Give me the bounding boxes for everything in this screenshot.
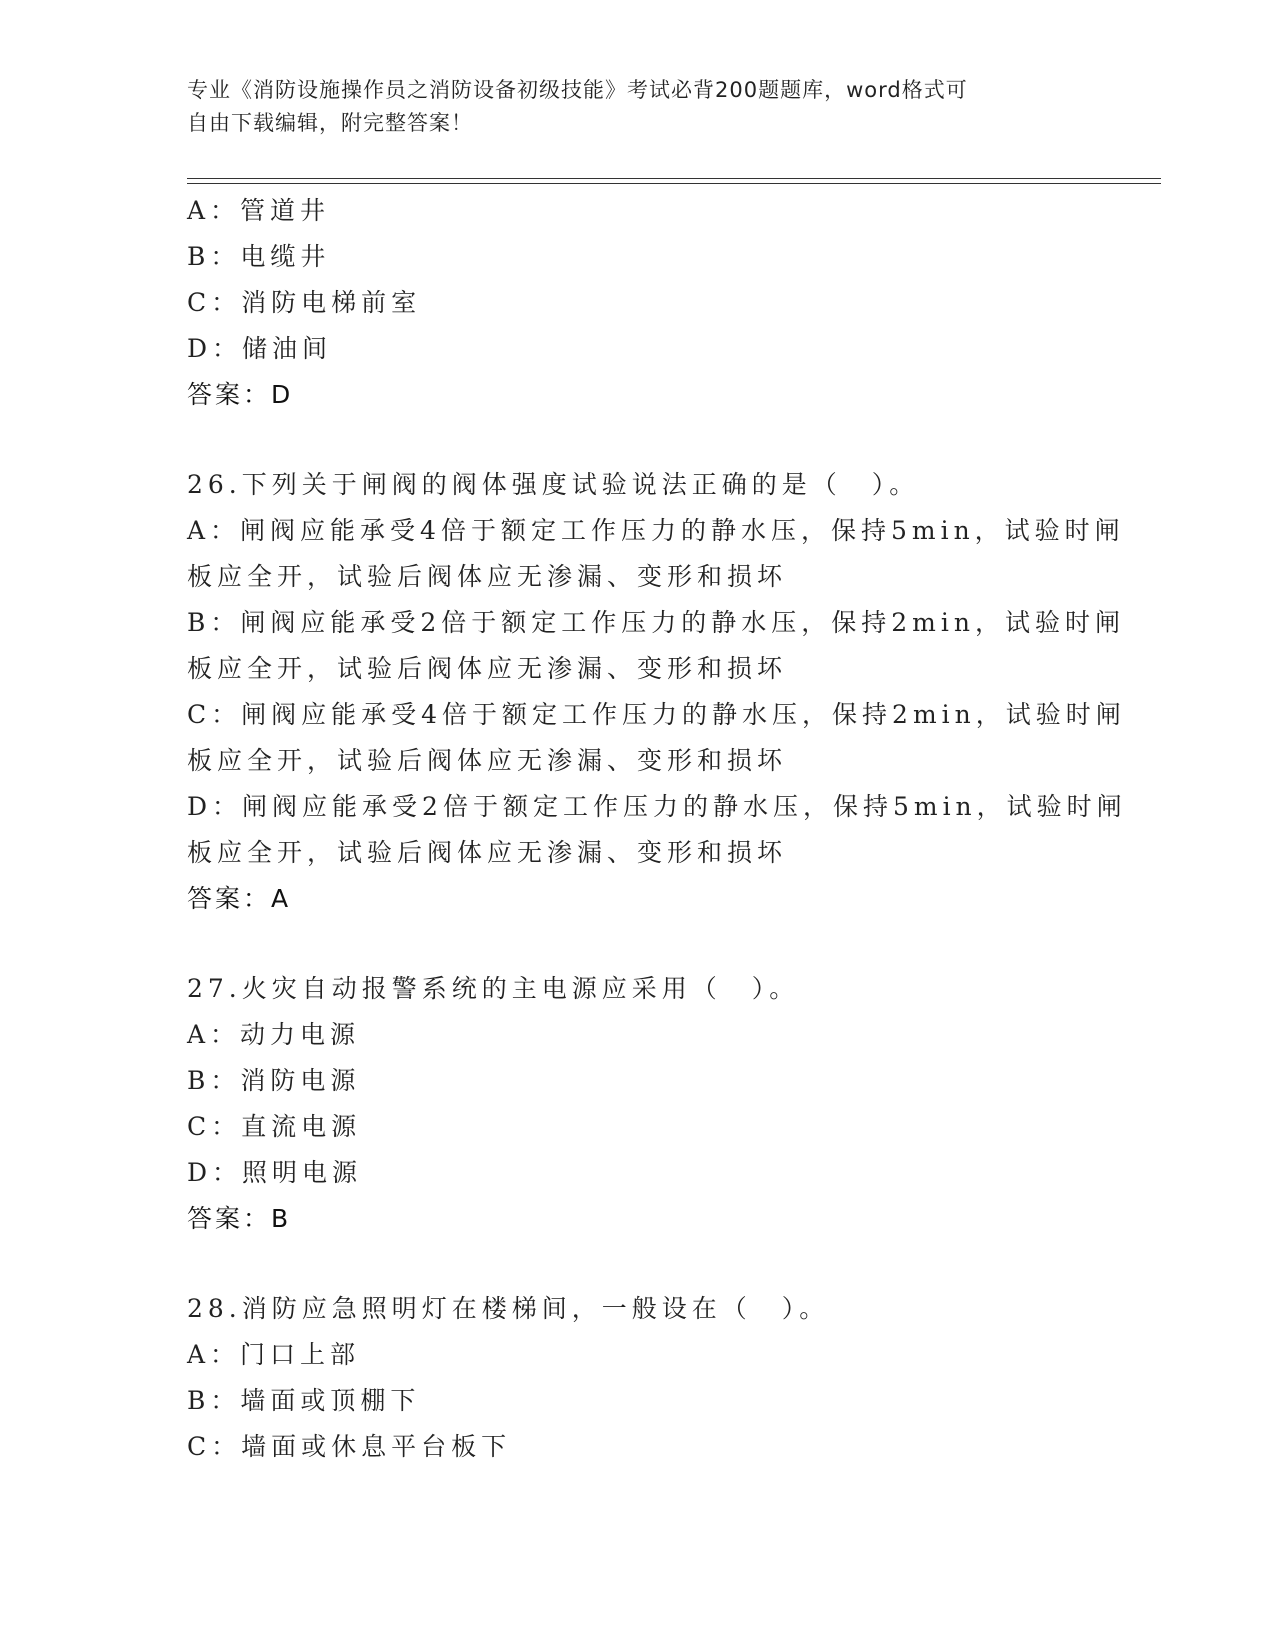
question-spacer (187, 1242, 1087, 1286)
question-28 (187, 1286, 1087, 1470)
header-divider-bottom (187, 183, 1161, 184)
option-b-line-2: 板应全开，试验后阀体应无渗漏、变形和损坏 (187, 654, 788, 683)
option-d: D：储油间 (187, 334, 333, 363)
option-a: A：门口上部 (187, 1340, 361, 1369)
option-d: D：照明电源 (187, 1158, 363, 1187)
option-c: C：墙面或休息平台板下 (187, 1432, 512, 1461)
answer: 答案：D (187, 380, 294, 409)
option-b: B：墙面或顶棚下 (187, 1386, 421, 1415)
option-b: B：电缆井 (187, 242, 331, 271)
question-stem: 28.消防应急照明灯在楼梯间，一般设在（ ）。 (187, 1294, 830, 1323)
option-c-line-2: 板应全开，试验后阀体应无渗漏、变形和损坏 (187, 746, 788, 775)
question-25 (187, 188, 1087, 418)
document-header (187, 74, 1067, 140)
answer: 答案：A (187, 884, 292, 913)
header-line-2: 自由下载编辑，附完整答案！ (187, 111, 473, 135)
question-26 (187, 462, 1127, 922)
question-27 (187, 966, 1087, 1242)
question-stem: 27.火灾自动报警系统的主电源应采用（ ）。 (187, 974, 800, 1003)
option-b-line-1: B：闸阀应能承受2倍于额定工作压力的静水压，保持2min，试验时闸 (187, 608, 1125, 637)
option-a-line-1: A：闸阀应能承受4倍于额定工作压力的静水压，保持5min，试验时闸 (187, 516, 1125, 545)
header-line-1: 专业《消防设施操作员之消防设备初级技能》考试必背200题题库，word格式可 (187, 78, 968, 102)
question-spacer (187, 418, 1087, 462)
option-d-line-1: D：闸阀应能承受2倍于额定工作压力的静水压，保持5min，试验时闸 (187, 792, 1127, 821)
option-a-line-2: 板应全开，试验后阀体应无渗漏、变形和损坏 (187, 562, 788, 591)
option-a: A：管道井 (187, 196, 331, 225)
question-spacer (187, 922, 1087, 966)
option-c: C：直流电源 (187, 1112, 362, 1141)
option-c: C：消防电梯前室 (187, 288, 422, 317)
option-a: A：动力电源 (187, 1020, 361, 1049)
header-divider-top (187, 178, 1161, 179)
option-c-line-1: C：闸阀应能承受4倍于额定工作压力的静水压，保持2min，试验时闸 (187, 700, 1126, 729)
question-list (187, 188, 1127, 1470)
option-d-line-2: 板应全开，试验后阀体应无渗漏、变形和损坏 (187, 838, 788, 867)
option-b: B：消防电源 (187, 1066, 361, 1095)
answer: 答案：B (187, 1204, 292, 1233)
question-stem: 26.下列关于闸阀的阀体强度试验说法正确的是（ ）。 (187, 470, 920, 499)
